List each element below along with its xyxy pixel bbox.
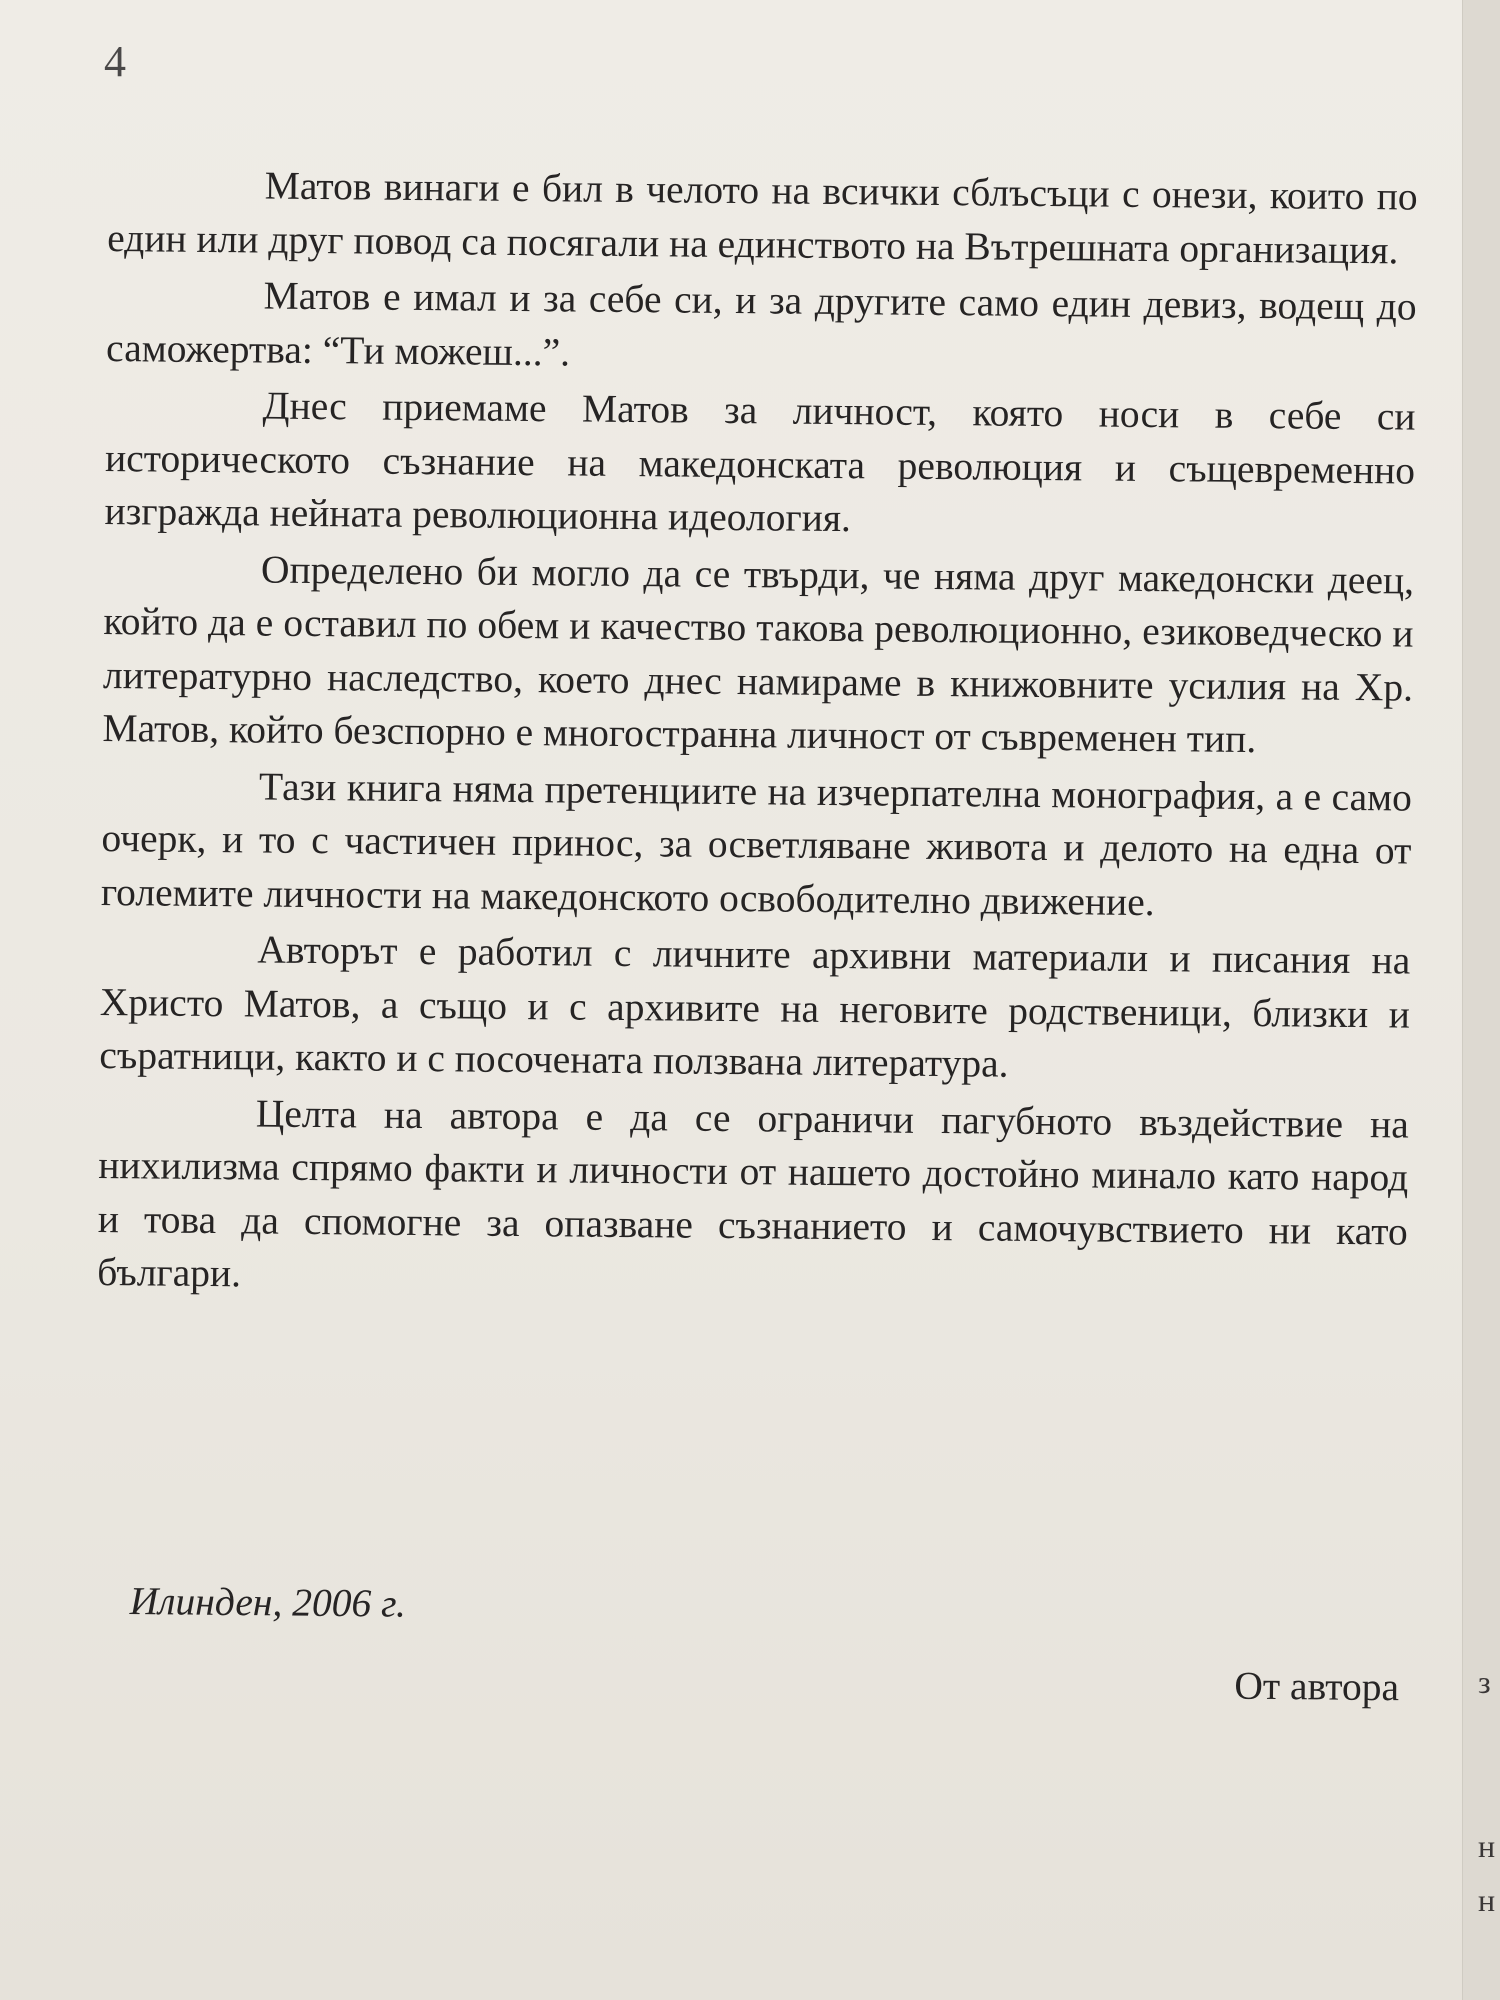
author-signature: От автора (1234, 1663, 1400, 1710)
paragraph-2: Матов е имал и за себе си, и за другите само един девиз, водещ до саможертва: “Ти можеш...”. (105, 273, 1417, 374)
page-number: 4 (104, 37, 126, 86)
paragraph-7: Целта на автора е да се ограничи пагубното въздействие на нихилизма спрямо факти и личности от нашето достойно минало като народ и това да спомогне за опазване съзнанието и самочувствието ни като българи. (97, 1090, 1409, 1296)
paragraph-4: Определено би могло да се твърди, че няма друг македонски деец, който да е оставил по обем и качество такова революционно, езиковедческо и литературно наследство, което днес намираме в книжовните усилия на Хр. Матов, който безспорно е многостранна личност от съвременен тип. (102, 546, 1415, 762)
paragraph-6: Авторът е работил с личните архивни материали и писания на Христо Матов, а също и с архивите на неговите родственици, близки и съратници, както и с посочената ползвана литература. (99, 927, 1411, 1086)
paragraph-3: Днес приемаме Матов за личност, която носи в себе си историческото съзнание на македонската революция и същевременно изгражда нейната революционна идеология. (104, 383, 1416, 541)
next-page-glyph-top: з (1478, 1664, 1491, 1700)
next-page-glyph-2: н (1478, 1882, 1496, 1918)
signoff (129, 1578, 1410, 1710)
body-text (97, 158, 1418, 1315)
paragraph-1: Матов винаги е бил в челото на всички сблъсъци с онези, които по един или друг повод са посягали на единството на Вътрешната организация. (107, 163, 1418, 272)
next-page-glyph-1: н (1478, 1828, 1496, 1864)
paragraph-5: Тази книга няма претенциите на изчерпателна монография, а е само очерк, и то с частичен принос, за осветляване живота и делото на една от големите личности на македонското освободително движение. (100, 763, 1413, 924)
place-date: Илинден, 2006 г. (129, 1579, 407, 1626)
